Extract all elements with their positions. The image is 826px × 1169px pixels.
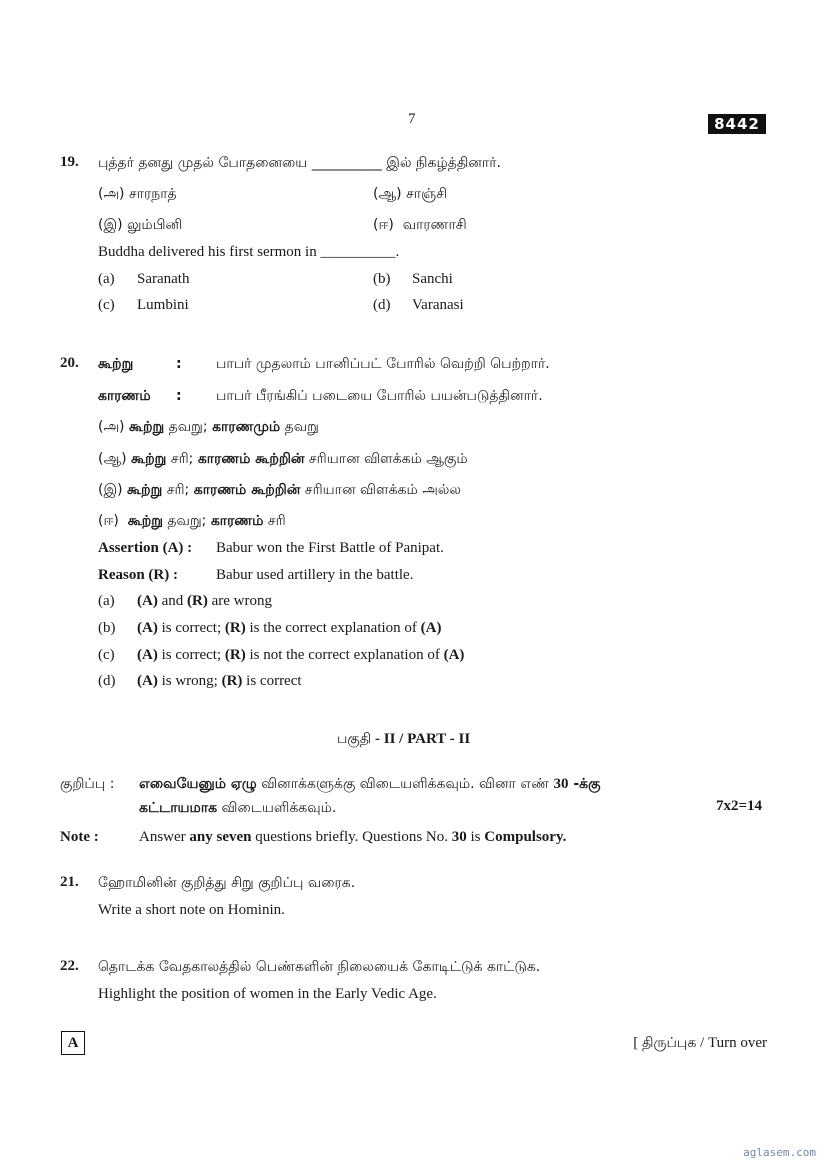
note-ta-label: குறிப்பு : bbox=[60, 776, 115, 792]
site-watermark: aglasem.com bbox=[743, 1146, 816, 1159]
question-19-english: Buddha delivered his first sermon in __________. bbox=[98, 244, 400, 260]
question-21-number: 21. bbox=[60, 874, 79, 890]
q19-en-option-b-text: Sanchi bbox=[412, 271, 453, 287]
q20-en-option-c-label: (c) bbox=[98, 647, 115, 663]
q19-en-option-a-label: (a) bbox=[98, 271, 115, 287]
question-20-number: 20. bbox=[60, 355, 79, 371]
note-en-text: Answer any seven questions briefly. Questions No. 30 is Compulsory. bbox=[139, 829, 567, 845]
q20-en-option-d-text: (A) is wrong; (R) is correct bbox=[137, 673, 302, 689]
q20-ta-assertion-label: கூற்று bbox=[98, 356, 134, 372]
question-22-tamil: தொடக்க வேதகாலத்தில் பெண்களின் நிலையைக் கோடிட்டுக் காட்டுக. bbox=[98, 959, 541, 975]
question-21-english: Write a short note on Hominin. bbox=[98, 902, 285, 918]
q20-en-reason-label: Reason (R) : bbox=[98, 567, 178, 583]
q19-en-option-d-text: Varanasi bbox=[412, 297, 464, 313]
q20-en-option-c-text: (A) is correct; (R) is not the correct explanation of (A) bbox=[137, 647, 465, 663]
question-21-tamil: ஹோமினின் குறித்து சிறு குறிப்பு வரைக. bbox=[98, 875, 356, 891]
q19-en-option-b-label: (b) bbox=[373, 271, 391, 287]
turn-over-label: [ திருப்புக / Turn over bbox=[633, 1035, 767, 1051]
q19-ta-option-a: (அ) சாரநாத் bbox=[98, 186, 177, 202]
page-number: 7 bbox=[408, 111, 416, 127]
q19-en-option-d-label: (d) bbox=[373, 297, 391, 313]
q20-ta-assertion-colon: : bbox=[176, 356, 182, 372]
part-2-heading: பகுதி - II / PART - II bbox=[337, 731, 471, 747]
note-en-label: Note : bbox=[60, 829, 99, 845]
q20-ta-option-c: (இ) கூற்று சரி; காரணம் கூற்றின் சரியான விளக்கம் அல்ல bbox=[98, 482, 462, 498]
q19-en-option-c-label: (c) bbox=[98, 297, 115, 313]
q20-ta-reason: பாபர் பீரங்கிப் படையை போரில் பயன்படுத்தினார். bbox=[216, 388, 543, 404]
q20-en-assertion-label: Assertion (A) : bbox=[98, 540, 193, 556]
note-ta-line1: எவையேனும் ஏழு வினாக்களுக்கு விடையளிக்கவும். வினா எண் 30 -க்கு bbox=[139, 776, 601, 792]
paper-code-badge: 8442 bbox=[708, 114, 766, 134]
q19-en-option-c-text: Lumbini bbox=[137, 297, 189, 313]
q20-en-option-b-text: (A) is correct; (R) is the correct explanation of (A) bbox=[137, 620, 442, 636]
q19-en-option-a-text: Saranath bbox=[137, 271, 190, 287]
marks-allocation: 7x2=14 bbox=[716, 798, 763, 814]
q19-ta-option-b: (ஆ) சாஞ்சி bbox=[373, 186, 448, 202]
q20-en-option-d-label: (d) bbox=[98, 673, 116, 689]
q20-ta-reason-label: காரணம் bbox=[98, 388, 151, 404]
q20-en-option-b-label: (b) bbox=[98, 620, 116, 636]
version-box: A bbox=[61, 1031, 85, 1055]
q20-en-option-a-text: (A) and (R) are wrong bbox=[137, 593, 272, 609]
note-ta-line2: கட்டாயமாக விடையளிக்கவும். bbox=[139, 800, 337, 816]
q19-ta-option-c: (இ) லும்பினி bbox=[98, 217, 183, 233]
q19-ta-option-d: (ஈ) வாரணாசி bbox=[373, 217, 467, 233]
question-19-tamil: புத்தர் தனது முதல் போதனையை __________ இல் நிகழ்த்தினார். bbox=[98, 155, 501, 171]
q20-ta-option-a: (அ) கூற்று தவறு; காரணமும் தவறு bbox=[98, 419, 319, 435]
question-22-english: Highlight the position of women in the Early Vedic Age. bbox=[98, 986, 437, 1002]
q20-ta-option-d: (ஈ) கூற்று தவறு; காரணம் சரி bbox=[98, 513, 286, 529]
q20-en-assertion: Babur won the First Battle of Panipat. bbox=[216, 540, 444, 556]
q20-ta-assertion: பாபர் முதலாம் பானிப்பட் போரில் வெற்றி பெற்றார். bbox=[216, 356, 550, 372]
question-22-number: 22. bbox=[60, 958, 79, 974]
question-19-number: 19. bbox=[60, 154, 79, 170]
q20-ta-option-b: (ஆ) கூற்று சரி; காரணம் கூற்றின் சரியான விளக்கம் ஆகும் bbox=[98, 451, 468, 467]
q20-ta-reason-colon: : bbox=[176, 388, 182, 404]
q20-en-option-a-label: (a) bbox=[98, 593, 115, 609]
q20-en-reason: Babur used artillery in the battle. bbox=[216, 567, 414, 583]
